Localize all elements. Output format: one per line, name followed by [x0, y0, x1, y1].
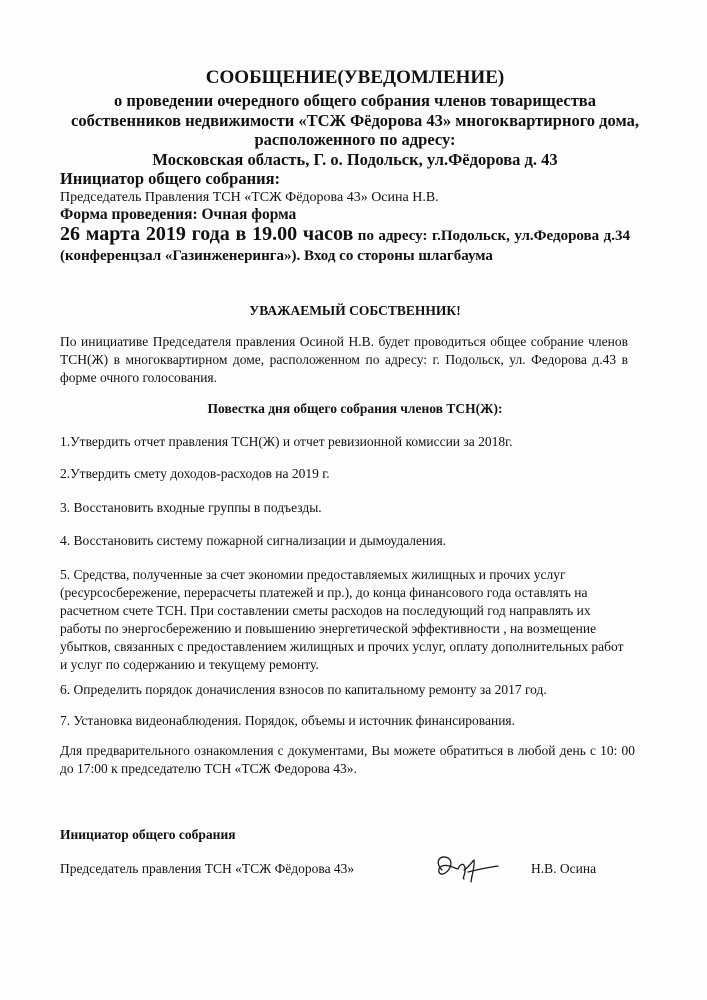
- chairman-line: Председатель Правления ТСН «ТСЖ Фёдорова 43» Осина Н.В.: [60, 190, 439, 205]
- meeting-datetime: 26 марта 2019 года в 19.00 часов: [60, 223, 354, 245]
- signature-name: Н.В. Осина: [531, 861, 597, 876]
- agenda-item-2: 2.Утвердить смету доходов-расходов на 2019 г.: [60, 466, 330, 481]
- agenda-item-1: 1.Утвердить отчет правления ТСН(Ж) и отчет ревизионной комиссии за 2018г.: [60, 434, 513, 449]
- agenda-item-7: 7. Установка видеонаблюдения. Порядок, объемы и источник финансирования.: [60, 713, 516, 728]
- document-title: СООБЩЕНИЕ(УВЕДОМЛЕНИЕ): [205, 67, 505, 88]
- greeting-heading: УВАЖАЕМЫЙ СОБСТВЕННИК!: [249, 303, 461, 318]
- meeting-form-value: : Очная форма: [192, 206, 297, 223]
- agenda-item-4: 4. Восстановить систему пожарной сигнализации и дымоудаления.: [60, 533, 447, 548]
- agenda-item-6: 6. Определить порядок доначисления взносов по капитальному ремонту за 2017 год.: [60, 682, 547, 697]
- agenda-item-5: 5. Средства, полученные за счет экономии предоставляемых жилищных и прочих услуг (ресурсосбережение, перерасчеты платежей и пр.), до конца финансового года оставлять на расчетном счете ТСН. При составлении сметы расходов на последующий год направлять их работы по энергосбережению и повышению энергетической эффективности , на возмещение убытков, связанных с предоставлением жилищных и прочих услуг, оплату дополнительных работ и услуг по содержанию и текущему ремонту.: [60, 567, 624, 672]
- signature-role: Председатель правления ТСН «ТСЖ Фёдорова 43»: [60, 861, 355, 876]
- intro-paragraph: По инициативе Председателя правления Осиной Н.В. будет проводиться общее собрание членов ТСН(Ж) в многоквартирном доме, расположенном по адресу: г. Подольск, ул. Федорова д.43 в форме очного голосования.: [60, 334, 628, 385]
- meeting-place: по адресу: г.Подольск, ул.Федорова д.34 (конференцзал «Газинженеринга»). Вход со стороны шлагбаума: [60, 228, 630, 264]
- handwritten-signature: [428, 848, 508, 888]
- meeting-details: [60, 224, 630, 266]
- meeting-form-label: Форма проведения: [60, 206, 193, 223]
- initiator-heading: Инициатор общего собрания:: [60, 169, 281, 188]
- house-address: Московская область, Г. о. Подольск, ул.Фёдорова д. 43: [152, 150, 558, 169]
- closing-paragraph: Для предварительного ознакомления с документами, Вы можете обратиться в любой день с 10: 00 до 17:00 к председателю ТСН «ТСЖ Федорова 43».: [60, 743, 635, 776]
- agenda-heading: Повестка дня общего собрания членов ТСН(Ж):: [207, 401, 503, 416]
- signature-heading: Инициатор общего собрания: [60, 827, 236, 842]
- meeting-form: [60, 205, 296, 224]
- document-subtitle: о проведении очередного общего собрания членов товарищества собственников недвижимости «ТСЖ Фёдорова 43» многоквартирного дома, расположенного по адресу:: [71, 91, 639, 149]
- agenda-item-3: 3. Восстановить входные группы в подъезды.: [60, 500, 322, 515]
